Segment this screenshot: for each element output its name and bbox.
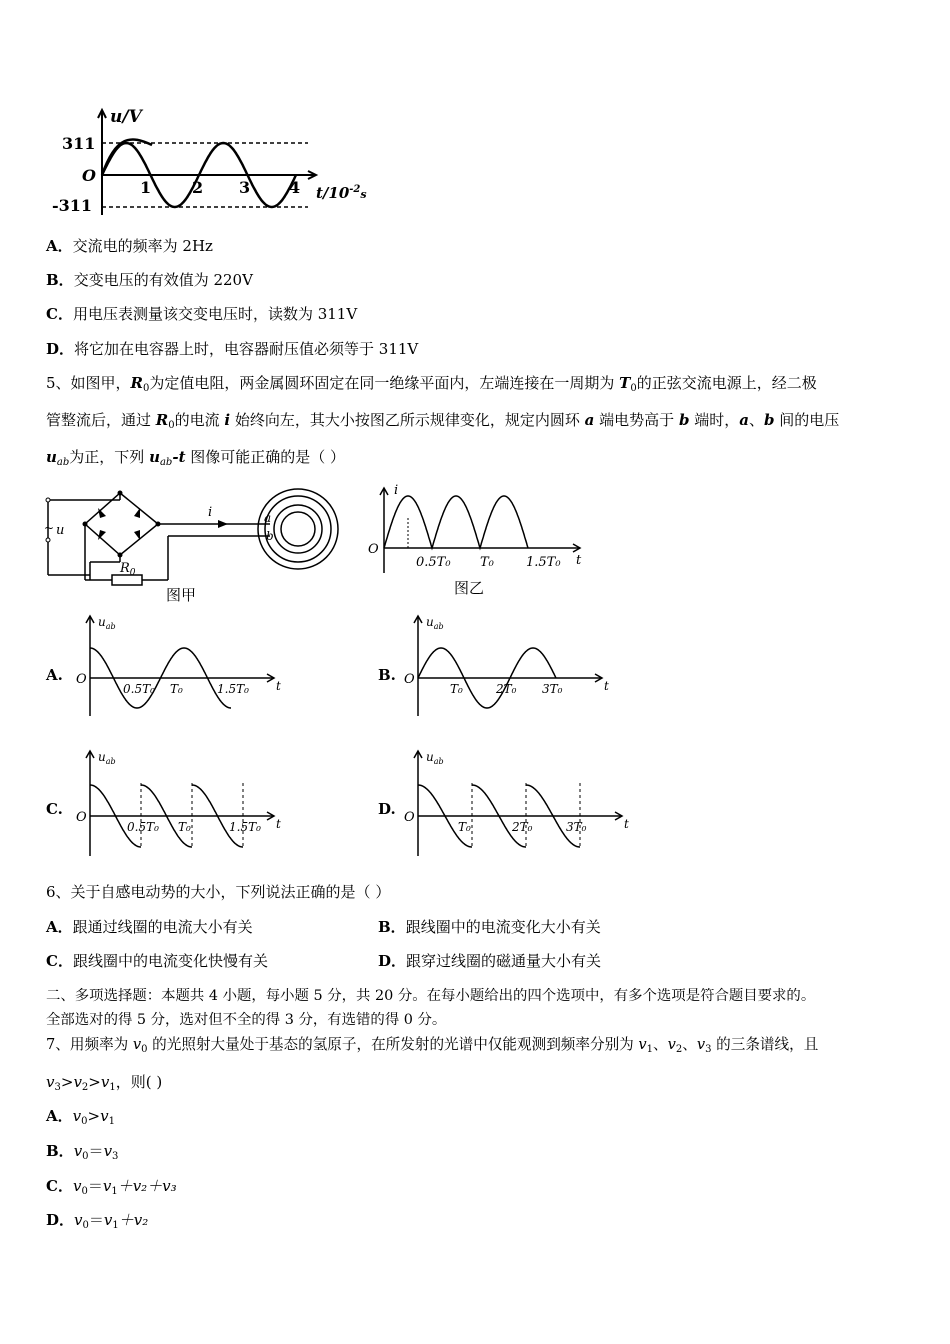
section-instructions: 全部选对的得 5 分，选对但不全的得 3 分，有选错的得 0 分。 <box>46 1012 447 1028</box>
q5-option-c-graph[interactable] <box>72 745 292 860</box>
voltage-time-graph <box>46 100 386 225</box>
tick-label: T₀ <box>450 682 463 696</box>
rectified-current-curve <box>384 496 528 548</box>
q6-option-c[interactable]: C．跟线圈中的电流变化快慢有关 <box>46 952 268 970</box>
origin-label: O <box>404 672 415 687</box>
tick-label: 2T₀ <box>496 682 517 696</box>
origin-label: O <box>82 166 96 185</box>
y-axis-label: $u_{ab}$ <box>426 615 444 631</box>
q5-option-b-graph[interactable] <box>400 610 620 720</box>
y-axis-label: $u_{ab}$ <box>98 750 116 766</box>
circuit-diagram <box>40 480 340 605</box>
q4-option-a[interactable]: A．交流电的频率为 2Hz <box>46 237 213 255</box>
q6-option-b[interactable]: B．跟线圈中的电流变化大小有关 <box>378 918 601 936</box>
q5-option-c-label[interactable]: C. <box>46 800 63 818</box>
tick-label: 1 <box>140 178 152 197</box>
q6-option-a[interactable]: A．跟通过线圈的电流大小有关 <box>46 918 253 936</box>
q7-stem-line1: 7、用频率为 $v_0$ 的光照射大量处于基态的氢原子，在所发射的光谱中仅能观测到频率分别为 $v_1$、$v_2$、$v_3$ 的三条谱线，且 <box>46 1036 819 1055</box>
q7-option-a[interactable]: A．$v_0>v_1$ <box>46 1107 115 1127</box>
diode <box>134 530 140 540</box>
tick-label: 2 <box>192 178 204 197</box>
origin-label: O <box>404 810 415 825</box>
x-axis-label: t <box>276 817 281 831</box>
q5-option-a-label[interactable]: A. <box>46 666 63 684</box>
y-min-label: -311 <box>52 196 93 215</box>
source-label: u <box>56 523 65 538</box>
tick-label: 1.5T₀ <box>526 555 561 570</box>
y-max-label: 311 <box>62 134 96 153</box>
q5-stem-line3: $u_{ab}$为正，下列 $u_{ab}-t$ 图像可能正确的是（ ） <box>46 448 346 468</box>
q4-option-b[interactable]: B．交变电压的有效值为 220V <box>46 271 253 289</box>
origin-label: O <box>368 542 379 557</box>
y-axis-label: $u_{ab}$ <box>426 750 444 766</box>
origin-label: O <box>76 672 87 687</box>
sine-curve <box>102 139 152 175</box>
svg-text:~: ~ <box>44 521 55 535</box>
tick-label: T₀ <box>170 682 183 696</box>
tick-label: 1.5T₀ <box>229 820 261 834</box>
tick-label: 0.5T₀ <box>127 820 159 834</box>
current-label: i <box>208 505 213 520</box>
tick-label: 3T₀ <box>566 820 587 834</box>
tick-label: 4 <box>289 178 301 197</box>
origin-label: O <box>76 810 87 825</box>
q7-option-d[interactable]: D．$v_0=v_1+v_2$ <box>46 1211 149 1231</box>
tick-label: T₀ <box>178 820 191 834</box>
resistor-label: $R_0$ <box>120 561 136 578</box>
terminal-b-label: b <box>266 529 274 543</box>
q7-stem-line2: $v_3>v_2>v_1$，则( ) <box>46 1073 163 1093</box>
q6-stem: 6、关于自感电动势的大小，下列说法正确的是（ ） <box>46 883 391 901</box>
tick-label: 0.5T₀ <box>416 555 451 570</box>
q7-option-b[interactable]: B．$v_0=v_3$ <box>46 1142 119 1162</box>
tick-label: 1.5T₀ <box>217 682 249 696</box>
q4-option-c[interactable]: C．用电压表测量该交变电压时，读数为 311V <box>46 305 358 323</box>
q7-option-c[interactable]: C．$v_0=v_1+v_2+v_3$ <box>46 1177 177 1197</box>
q5-option-d-label[interactable]: D. <box>378 800 396 818</box>
q6-option-d[interactable]: D．跟穿过线圈的磁通量大小有关 <box>378 952 602 970</box>
y-axis-label: u/V <box>110 107 142 127</box>
y-axis-label: i <box>394 483 399 498</box>
current-arrow <box>218 520 228 528</box>
resistor-r0 <box>112 575 142 585</box>
x-axis-label: t <box>624 817 629 831</box>
q5-stem-line1: 5、如图甲，$R_0$为定值电阻，两金属圆环固定在同一绝缘平面内，左端连接在一周期为 $T_0$的正弦交流电源上，经二极 <box>46 374 817 394</box>
q5-option-b-label[interactable]: B. <box>378 666 396 684</box>
tick-label: 0.5T₀ <box>123 682 155 696</box>
tick-label: T₀ <box>458 820 471 834</box>
x-axis-label: $t/10^{-2}_s$ <box>316 184 367 202</box>
q5-option-a-graph[interactable] <box>72 610 292 720</box>
diode <box>134 508 140 518</box>
x-axis-label: t <box>276 679 281 693</box>
tick-label: 3 <box>239 178 251 197</box>
tick-label: 3T₀ <box>542 682 563 696</box>
q4-option-d[interactable]: D．将它加在电容器上时，电容器耐压值必须等于 311V <box>46 340 419 358</box>
q5-stem-line2: 管整流后，通过 $R_0$的电流 i 始终向左，其大小按图乙所示规律变化，规定内圆环 a 端电势高于 b 端时，a、b 间的电压 <box>46 411 840 431</box>
section-heading: 二、多项选择题：本题共 4 小题，每小题 5 分，共 20 分。在每小题给出的四个选项中，有多个选项是符合题目要求的。 <box>46 988 816 1004</box>
y-axis-label: $u_{ab}$ <box>98 615 116 631</box>
rectifier-bridge <box>85 493 158 555</box>
tick-label: 2T₀ <box>512 820 533 834</box>
tick-label: T₀ <box>480 555 494 570</box>
current-graph <box>362 478 592 603</box>
figure-caption: 图乙 <box>454 579 485 597</box>
terminal-a-label: a <box>264 511 272 525</box>
figure-caption: 图甲 <box>166 586 197 604</box>
q5-option-d-graph[interactable] <box>400 745 640 860</box>
x-axis-label: t <box>604 679 609 693</box>
x-axis-label: t <box>576 553 582 568</box>
